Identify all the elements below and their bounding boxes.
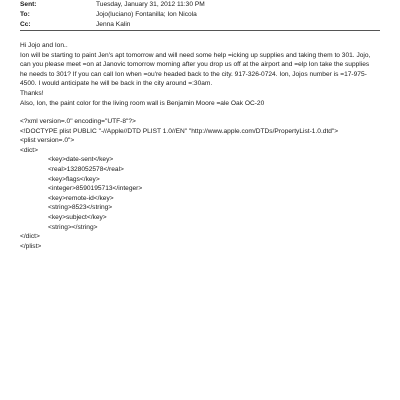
header-divider	[20, 30, 380, 31]
to-label: To:	[20, 10, 30, 18]
cc-row	[20, 20, 380, 30]
cc-label: Cc:	[20, 20, 31, 28]
email-body	[20, 41, 382, 108]
xml-line: <key>flags</key>	[48, 175, 100, 183]
paragraph-1	[20, 51, 382, 89]
xml-line: <key>remote-id</key>	[48, 194, 114, 202]
paragraph-line: 4500. I would anticipate he will be back in the city around =:30am.	[20, 80, 213, 88]
paragraph-line: he needs to 301? If you can call Ion when =ou're headed back to the city. 917-326-0724. Ion, Jojos number is =17-975-	[20, 70, 367, 78]
paint-color-line: Also, Ion, the paint color for the living room wall is Benjamin Moore =ale Oak OC-20	[20, 99, 265, 107]
to-value: Jojo(luciano) Fontanilla; Ion Nicola	[96, 10, 197, 18]
xml-line: <string>8523</string>	[48, 204, 113, 212]
xml-line: <dict>	[20, 146, 38, 154]
xml-line: <key>date-sent</key>	[48, 156, 114, 164]
xml-line: <?xml version=.0" encoding="UTF-8"?>	[20, 118, 136, 125]
to-row	[20, 10, 380, 20]
xml-line: <integer>8590195713</integer>	[48, 185, 143, 193]
xml-line: <plist version=.0">	[20, 137, 75, 145]
paragraph-line: Ion will be starting to paint Jen's apt tomorrow and will need some help =icking up supplies and taking them to 301. Jojo,	[20, 51, 371, 59]
thanks-line: Thanks!	[20, 89, 44, 97]
xml-line: <real>1328052578</real>	[48, 165, 124, 173]
plist-xml-block	[20, 117, 382, 251]
paragraph-line: can you please meet =on at Janovic tomorrow morning after you drop us off at the airport and =elp Ion take the supplies	[20, 61, 370, 69]
xml-line: <string></string>	[48, 223, 98, 231]
greeting: Hi Jojo and Ion..	[20, 42, 68, 49]
xml-line: </dict>	[20, 233, 40, 241]
email-header	[20, 0, 380, 29]
sent-row	[20, 0, 380, 10]
sent-value: Tuesday, January 31, 2012 11:30 PM	[96, 1, 205, 8]
sent-label: Sent:	[20, 1, 37, 8]
xml-line: <key>subject</key>	[48, 213, 107, 221]
cc-value: Jenna Kalin	[96, 20, 131, 28]
xml-line: </plist>	[20, 242, 42, 250]
xml-line: <!DOCTYPE plist PUBLIC "-//Apple//DTD PLIST 1.0//EN" "http://www.apple.com/DTDs/PropertyList-1.0.dtd">	[20, 127, 339, 135]
